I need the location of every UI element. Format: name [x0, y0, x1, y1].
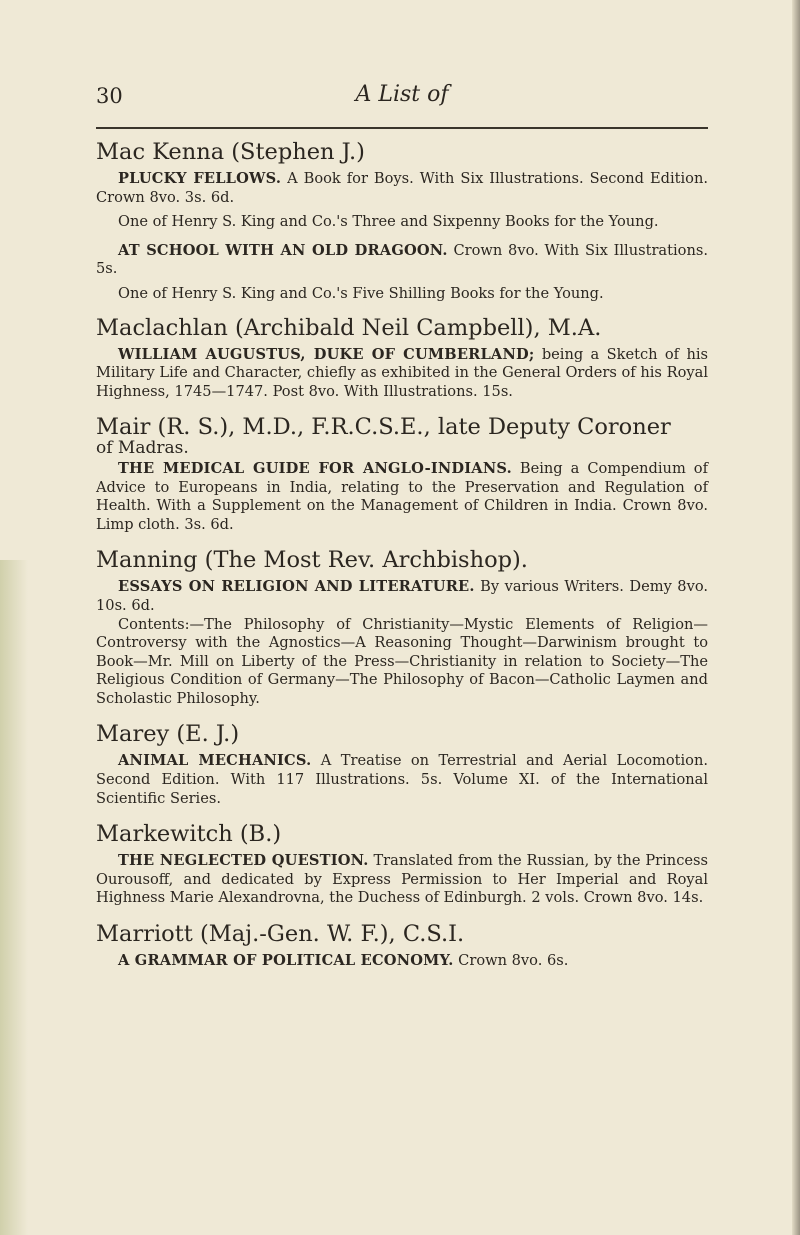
book-entry — [96, 170, 708, 207]
book-description: A Treatise on Terrestrial and Aerial Locomotion. Second Edition. With 117 Illustrations. 5s. Volume XI. of the International Scientific Series. — [96, 752, 708, 807]
author-heading: Mac Kenna (Stephen J.) — [96, 139, 365, 165]
book-title: ANIMAL MECHANICS. — [118, 752, 312, 770]
author-heading: Manning (The Most Rev. Archbishop). — [96, 547, 528, 574]
book-description: being a Sketch of his Military Life and Character, chiefly as exhibited in the General Orders of his Royal Highness, 1745—1747. Post 8vo. With Illustrations. 15s. — [96, 345, 709, 400]
catalogue-entry — [96, 718, 708, 808]
author-heading: Markewitch (B.) — [96, 821, 282, 848]
book-description: Crown 8vo. 6s. — [458, 952, 569, 970]
book-title: THE NEGLECTED QUESTION. — [118, 852, 369, 870]
book-description: A Book for Boys. With Six Illustrations. Second Edition. Crown 8vo. 3s. 6d. — [96, 170, 708, 206]
author-heading: Maclachlan (Archibald Neil Campbell), M.A. — [96, 314, 602, 341]
catalogue-entry — [96, 136, 708, 304]
catalogue-entry — [96, 411, 708, 534]
book-entry — [96, 242, 708, 279]
book-entry — [96, 752, 708, 808]
author-heading: Mair (R. S.), M.D., F.R.C.S.E., late Deputy Coroner — [96, 414, 671, 441]
book-title: AT SCHOOL WITH AN OLD DRAGOON. — [118, 241, 448, 259]
catalogue-entry — [96, 918, 708, 971]
book-entry — [96, 852, 708, 908]
running-title: A List of — [355, 82, 449, 107]
catalogue-entry — [96, 544, 708, 708]
book-entry — [96, 952, 708, 971]
page-header — [96, 84, 708, 114]
book-title: WILLIAM AUGUSTUS, DUKE OF CUMBERLAND; — [118, 345, 535, 363]
book-title: A GRAMMAR OF POLITICAL ECONOMY. — [118, 952, 454, 970]
author-heading: Marriott (Maj.-Gen. W. F.), C.S.I. — [96, 921, 465, 948]
book-title: THE MEDICAL GUIDE FOR ANGLO-INDIANS. — [118, 459, 512, 477]
book-description: Translated from the Russian, by the Princess Ourousoff, and dedicated by Express Permission to Her Imperial and Royal Highness Marie Alexandrovna, the Duchess of Edinburgh. 2 vols. Crown 8vo. 14s. — [96, 852, 708, 907]
series-note: One of Henry S. King and Co.'s Five Shilling Books for the Young. — [118, 284, 604, 302]
catalogue-list — [96, 136, 708, 971]
book-description: Being a Compendium of Advice to Europeans in India, relating to the Preservation and Regulation of Health. With a Supplement on the Management of Children in India. Crown 8vo. Limp cloth. 3s. 6d. — [96, 459, 708, 533]
page-stain — [0, 560, 28, 1235]
author-heading-continued: of Madras. — [96, 438, 189, 459]
book-description: Crown 8vo. With Six Illustrations. 5s. — [96, 241, 708, 278]
catalogue-entry — [96, 818, 708, 908]
book-description: By various Writers. Demy 8vo. 10s. 6d. — [96, 578, 708, 614]
book-entry — [96, 460, 708, 534]
book-entry — [96, 346, 708, 402]
book-title: PLUCKY FELLOWS. — [118, 170, 282, 187]
book-entry — [96, 578, 708, 615]
book-title: ESSAYS ON RELIGION AND LITERATURE. — [118, 578, 475, 596]
contents-note: Contents:—The Philosophy of Christianity—Mystic Elements of Religion—Controversy with the Agnostics—A Reasoning Thought—Darwinism brought to Book—Mr. Mill on Liberty of the Press—Christianity in relation to Society—The Religious Condition of Germany—The Philosophy of Bacon—Catholic Laymen and Scholastic Philosophy. — [96, 615, 708, 707]
author-heading: Marey (E. J.) — [96, 721, 240, 748]
catalogue-entry — [96, 312, 708, 402]
page-number: 30 — [96, 84, 123, 108]
series-note: One of Henry S. King and Co.'s Three and Sixpenny Books for the Young. — [118, 213, 659, 231]
page-edge — [792, 0, 800, 1235]
header-rule — [96, 127, 708, 129]
